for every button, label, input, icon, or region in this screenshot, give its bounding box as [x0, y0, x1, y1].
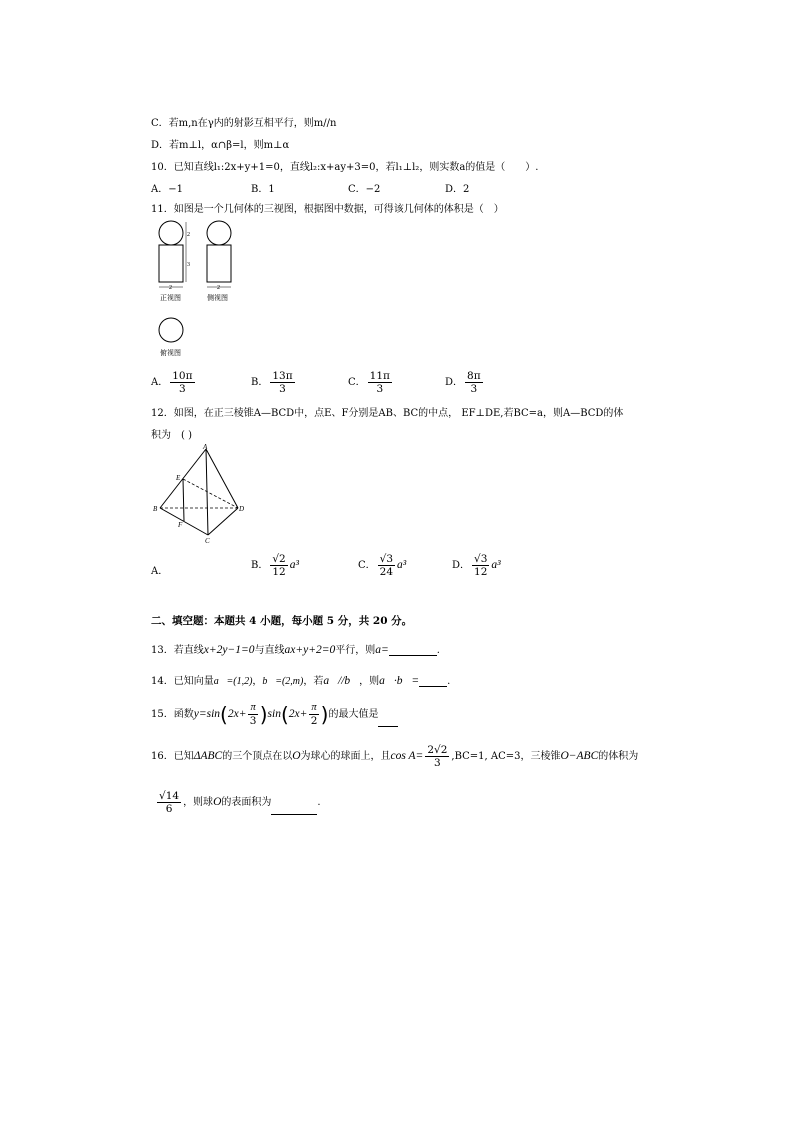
q10-stem: 10．已知直线l₁:2x+y+1=0，直线l₂:x+ay+3=0，若l₁⊥l₂，则实数a的值是（ ）.: [151, 162, 539, 173]
q16-answer-blank[interactable]: [271, 804, 317, 815]
q10-option-d: D．2: [445, 184, 470, 195]
side-view-cylinder: [207, 245, 231, 282]
q12-option-b: B． $\frac{√2}{12}$ a³: [251, 553, 299, 578]
q9-option-d: D．若m⊥l，α∩β=l，则m⊥α: [151, 140, 290, 151]
q11-option-a: A． $\frac{10\pi}{3}$: [151, 370, 193, 395]
dim-top-label: 2: [187, 232, 190, 238]
front-view-label: 正视图: [160, 294, 181, 302]
front-view-cylinder: [159, 245, 183, 282]
q13-answer-blank[interactable]: [389, 645, 437, 656]
q11-stem: 11．如图是一个几何体的三视图，根据图中数据，可得该几何体的体积是（ ）: [151, 204, 504, 215]
top-view-label: 俯视图: [160, 349, 181, 357]
pyramid-figure: [150, 443, 250, 543]
q12-stem-line2: 积为 ( ): [151, 430, 192, 441]
vertex-d-label: D: [239, 505, 245, 513]
q12-option-d: D． $\frac{√3}{12}$ a³: [452, 553, 501, 578]
q13: 13．若直线x+2y−1=0与直线ax+y+2=0平行，则a= .: [151, 644, 440, 656]
q11-option-b: B． $\frac{13\pi}{3}$: [251, 370, 293, 395]
q14: 14．已知向量a⃗=(1,2)，b⃗=(2,m)，若a⃗//b⃗，则a⃗·b⃗= .: [151, 675, 451, 687]
dim-width-label: 2: [169, 285, 172, 291]
q12-option-a: A．: [151, 566, 169, 577]
three-view-figure: [150, 215, 250, 365]
side-view-label: 侧视图: [207, 294, 228, 302]
side-dim-label: 2: [217, 285, 220, 291]
q15-answer-blank[interactable]: [378, 716, 398, 727]
side-view-sphere: [207, 221, 231, 245]
q10-option-a: A．−1: [151, 184, 183, 195]
q16-line1: 16．已知ΔABC的三个顶点在以O为球心的球面上，且cos A= $\frac{2√2}{3}$ ,BC=1, AC=3，三棱锥O−ABC的体积为: [151, 744, 639, 769]
front-view-sphere: [159, 221, 183, 245]
point-f-label: F: [178, 521, 183, 529]
q12-option-c: C． $\frac{√3}{24}$ a³: [358, 553, 407, 578]
top-view-circle: [159, 318, 183, 342]
q11-option-d: D． $\frac{8\pi}{3}$: [445, 370, 481, 395]
section-2-title: 二、填空题：本题共 4 小题，每小题 5 分，共 20 分。: [151, 615, 413, 627]
vertex-a-label: A: [203, 443, 208, 451]
vertex-c-label: C: [205, 537, 210, 543]
q10-option-c: C．−2: [348, 184, 381, 195]
q15: 15．函数y=sin(2x+ $\frac{\pi}{3}$ )sin(2x+ $\frac{\pi}{2}$ )的最大值是: [151, 702, 398, 727]
q9-option-c: C．若m,n在γ内的射影互相平行，则m//n: [151, 118, 337, 129]
q16-line2: $\frac{√14}{6}$ ，则球O的表面积为 .: [159, 790, 321, 815]
vertex-b-label: B: [153, 505, 158, 513]
point-e-label: E: [176, 474, 181, 482]
q14-answer-blank[interactable]: [419, 676, 447, 687]
dim-height-label: 3: [187, 262, 190, 268]
q10-option-b: B．1: [251, 184, 275, 195]
q11-option-c: C． $\frac{11\pi}{3}$: [348, 370, 390, 395]
q12-stem-line1: 12．如图，在正三棱锥A—BCD中，点E、F分别是AB、BC的中点， EF⊥DE,若BC=a，则A—BCD的体: [151, 408, 624, 419]
